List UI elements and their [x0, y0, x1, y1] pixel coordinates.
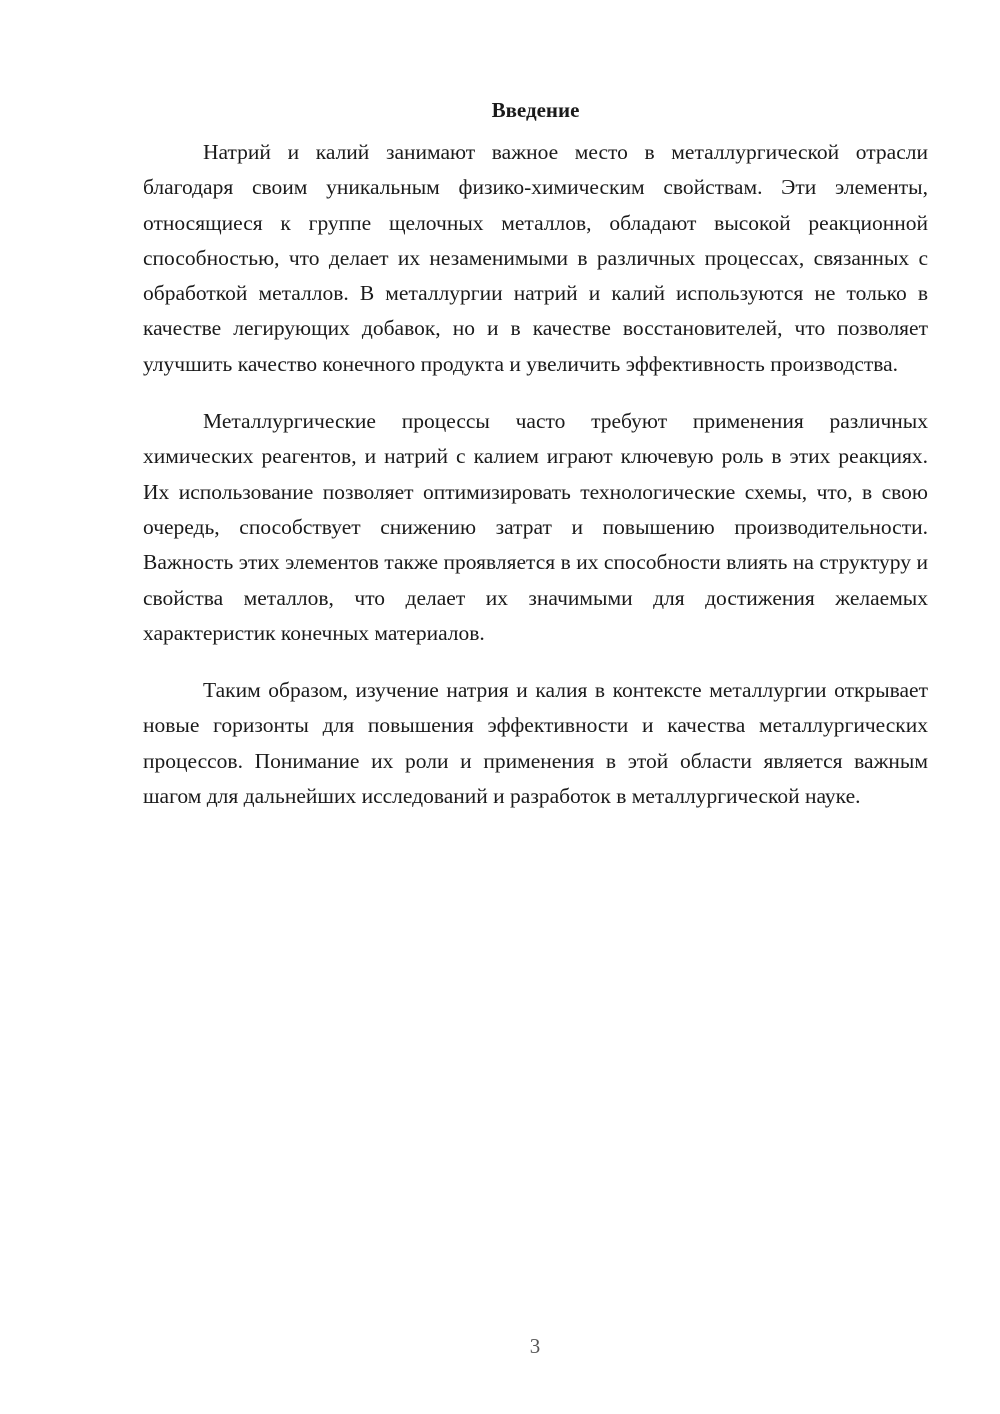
paragraph-2: Металлургические процессы часто требуют применения различных химических реагентов, и натрий с калием играют ключевую роль в этих реакциях. Их использование позволяет оптимизировать технологические схемы, что, в свою очередь, способствует снижению затрат и повышению производительности. Важность этих элементов также проявляется в их способности влиять на структуру и свойства металлов, что делает их значимыми для достижения желаемых характеристик конечных материалов.	[143, 409, 928, 645]
page-number: 3	[529, 1334, 541, 1358]
paragraph-3: Таким образом, изучение натрия и калия в контексте металлургии открывает новые горизонты для повышения эффективности и качества металлургических процессов. Понимание их роли и применения в этой области является важным шагом для дальнейших исследований и разработок в металлургической науке.	[143, 678, 928, 809]
paragraph-1: Натрий и калий занимают важное место в металлургической отрасли благодаря своим уникальным физико-химическим свойствам. Эти элементы, относящиеся к группе щелочных металлов, обладают высокой реакционной способностью, что делает их незаменимыми в различных процессах, связанных с обработкой металлов. В металлургии натрий и калий используются не только в качестве легирующих добавок, но и в качестве восстановителей, что позволяет улучшить качество конечного продукта и увеличить эффективность производства.	[143, 140, 928, 376]
section-heading: Введение	[491, 98, 580, 122]
document-body	[143, 95, 928, 836]
